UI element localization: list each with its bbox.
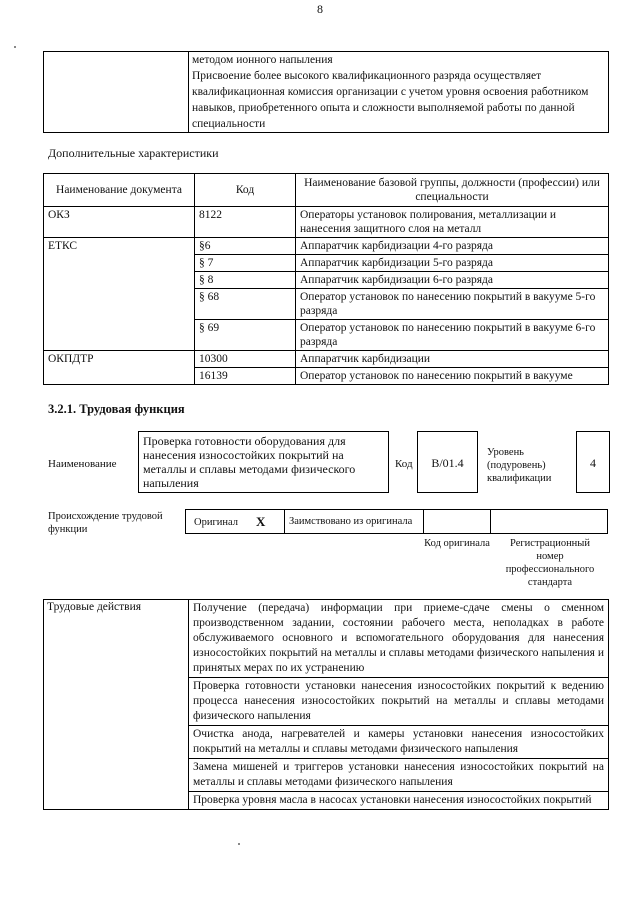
additional-characteristics-title: Дополнительные характеристики <box>48 146 219 160</box>
header-name: Наименование базовой группы, должности (профессии) или специальности <box>296 174 609 207</box>
name-cell: Аппаратчик карбидизации 4-го разряда <box>296 238 609 255</box>
function-name-box <box>138 431 389 493</box>
table-row <box>44 255 609 272</box>
doc-cell <box>44 368 195 385</box>
table-row <box>44 272 609 289</box>
code-cell: 8122 <box>195 207 296 238</box>
name-cell: Аппаратчик карбидизации 6-го разряда <box>296 272 609 289</box>
borrowed-cell <box>284 509 424 534</box>
code-cell: § 8 <box>195 272 296 289</box>
header-document: Наименование документа <box>44 174 195 207</box>
code-label: Код <box>395 458 413 470</box>
labor-action-item: Проверка готовности установки нанесения износостойких покрытий к ведению процесса нанесения износостойких покрытий на металлы и сплавы методами физического напыления <box>189 678 609 726</box>
level-label: Уровень (подуровень) квалификации <box>487 447 552 484</box>
original-label: Оригинал <box>194 517 238 528</box>
page-number: 8 <box>317 2 323 16</box>
labor-actions-label: Трудовые действия <box>44 600 189 810</box>
code-cell: § 68 <box>195 289 296 320</box>
section-title: 3.2.1. Трудовая функция <box>48 402 185 416</box>
function-name: Проверка готовности оборудования для нанесения износостойких покрытий на металлы и сплавы методами физического напыления <box>143 434 356 490</box>
doc-cell <box>44 320 195 351</box>
borrowed-label: Заимствовано из оригинала <box>289 516 413 527</box>
scan-speck <box>238 843 240 845</box>
name-cell: Оператор установок по нанесению покрытий в вакууме 6-го разряда <box>296 320 609 351</box>
code-box <box>417 431 478 493</box>
scan-speck <box>14 46 16 48</box>
table-row <box>44 207 609 238</box>
table-row <box>44 600 609 678</box>
header-code: Код <box>195 174 296 207</box>
code-cell: §6 <box>195 238 296 255</box>
name-cell: Операторы установок полирования, металлизации и нанесения защитного слоя на металл <box>296 207 609 238</box>
doc-cell <box>44 289 195 320</box>
table-row <box>44 238 609 255</box>
name-cell: Аппаратчик карбидизации 5-го разряда <box>296 255 609 272</box>
code-cell: 10300 <box>195 351 296 368</box>
labor-action-item: Замена мишеней и триггеров установки нанесения износостойких покрытий на металлы и сплавы методами физического напыления <box>189 759 609 792</box>
reg-number-label: Регистрационный номер профессионального стандарта <box>505 538 595 588</box>
level-value: 4 <box>590 456 596 470</box>
table-row <box>44 351 609 368</box>
doc-cell: ЕТКС <box>44 238 195 255</box>
code-cell: § 7 <box>195 255 296 272</box>
level-box <box>576 431 610 493</box>
labor-action-item: Очистка анода, нагревателей и камеры установки нанесения износостойких покрытий на металлы и сплавы методами физического напыления <box>189 726 609 759</box>
code-cell: § 69 <box>195 320 296 351</box>
code-original-label: Код оригинала <box>424 538 490 549</box>
name-cell: Оператор установок по нанесению покрытий в вакууме <box>296 368 609 385</box>
doc-cell: ОКПДТР <box>44 351 195 368</box>
continuation-text: методом ионного напыления Присвоение более высокого квалификационного разряда осуществляет квалификационная комиссия организации с учетом уровня освоения работником навыков, приобретенного опыта и сложности выполняемой работы по данной специальности <box>189 52 609 133</box>
empty-cell <box>44 52 189 133</box>
reg-number-cell <box>490 509 608 534</box>
additional-characteristics-table <box>43 173 609 385</box>
doc-cell <box>44 272 195 289</box>
table-row <box>44 289 609 320</box>
table-row <box>44 320 609 351</box>
original-mark: X <box>256 514 266 529</box>
name-cell: Аппаратчик карбидизации <box>296 351 609 368</box>
origin-label: Происхождение трудовой функции <box>48 511 163 535</box>
name-label: Наименование <box>48 458 117 470</box>
continuation-table <box>43 51 609 133</box>
labor-actions-table <box>43 599 609 810</box>
code-cell: 16139 <box>195 368 296 385</box>
original-cell <box>185 509 285 534</box>
doc-cell <box>44 255 195 272</box>
code-original-cell <box>423 509 491 534</box>
labor-action-item: Проверка уровня масла в насосах установки нанесения износостойких покрытий <box>189 792 609 810</box>
labor-action-item: Получение (передача) информации при приеме-сдаче смены о сменном производственном задании, состоянии рабочего места, неполадках в работе обслуживаемого основного и вспомогательного оборудования для нанесения износостойких покрытий на металлы и сплавы методами физического напыления и принятых мерах по их устранению <box>189 600 609 678</box>
function-code: В/01.4 <box>431 456 464 470</box>
name-cell: Оператор установок по нанесению покрытий в вакууме 5-го разряда <box>296 289 609 320</box>
table-row <box>44 368 609 385</box>
doc-cell: ОКЗ <box>44 207 195 238</box>
